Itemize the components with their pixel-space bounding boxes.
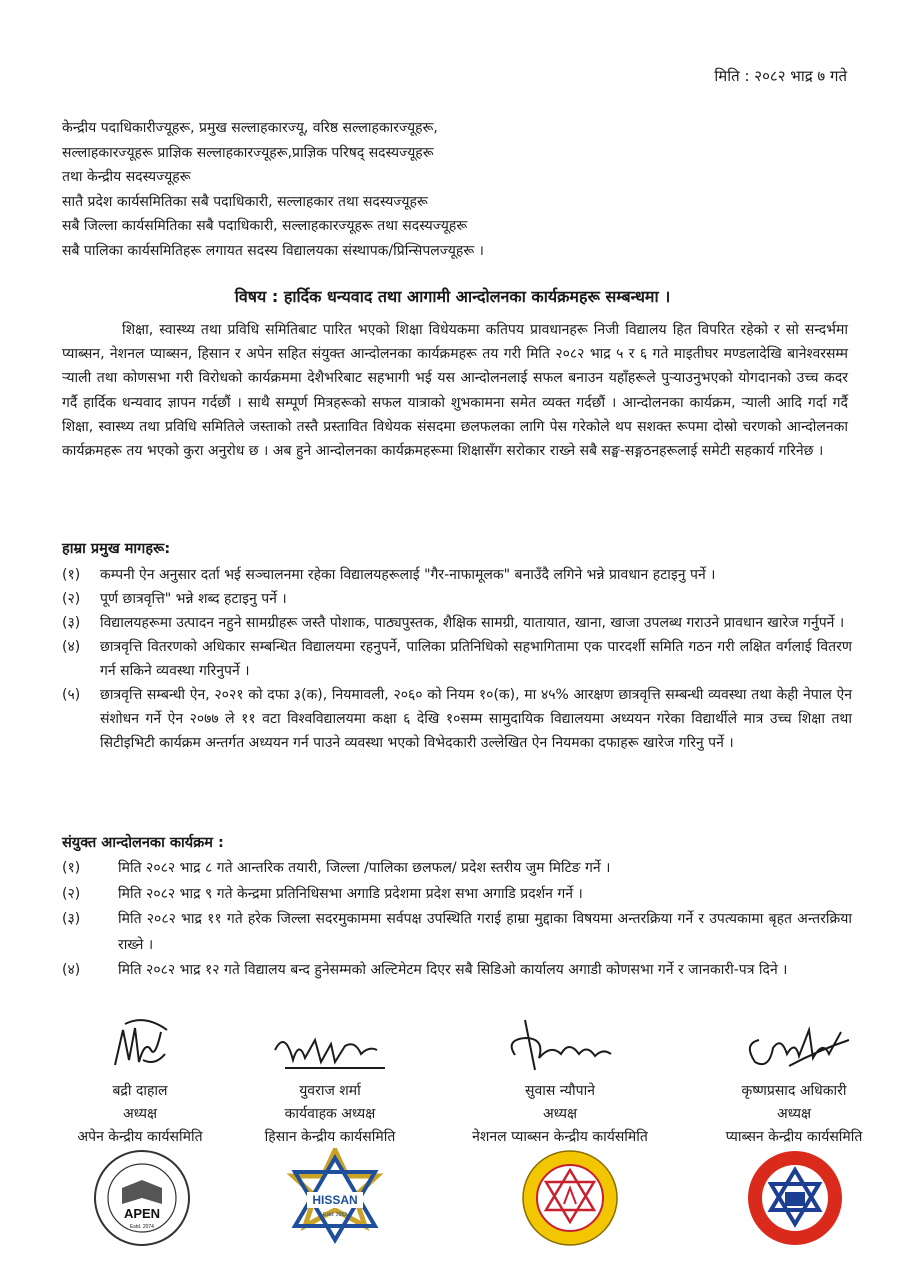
list-item bbox=[62, 683, 852, 755]
item-text: छात्रवृत्ति वितरणको अधिकार सम्बन्धित विद्यालयमा रहनुपर्ने, पालिका प्रतिनिधिको सहभागितामा एक पारदर्शी समिति गठन गरी लक्षित वर्गलाई वितरण गर्न सकिने व्यवस्था गरिनुपर्ने । bbox=[100, 639, 852, 679]
signatory-apen bbox=[40, 1010, 240, 1149]
signature-image bbox=[265, 1010, 395, 1080]
signatory-name: बद्री दाहाल bbox=[112, 1083, 168, 1099]
addressee-line: तथा केन्द्रीय सदस्यज्यूहरू bbox=[62, 169, 191, 185]
item-text: कम्पनी ऐन अनुसार दर्ता भई सञ्चालनमा रहेका विद्यालयहरूलाई "गैर-नाफामूलक" बनाउँदै लगिने भन्ने प्रावधान हटाइनु पर्ने । bbox=[100, 567, 716, 583]
list-item bbox=[62, 563, 852, 587]
addressee-line: सबै जिल्ला कार्यसमितिका सबै पदाधिकारी, सल्लाहकारज्यूहरू तथा सदस्यज्यूहरू bbox=[62, 218, 468, 234]
signatory-title: अध्यक्ष bbox=[776, 1106, 812, 1122]
item-text: मिति २०८२ भाद्र १२ गते विद्यालय बन्द हुनेसम्मको अल्टिमेटम दिएर सबै सिडिओ कार्यालय अगाडी कोणसभा गर्ने र जानकारी-पत्र दिने । bbox=[118, 962, 788, 978]
list-item bbox=[62, 882, 852, 908]
logo-est: Estd. 2053 bbox=[323, 1212, 347, 1218]
signatory-title: कार्यवाहक अध्यक्ष bbox=[284, 1106, 376, 1122]
addressee-line: केन्द्रीय पदाधिकारीज्यूहरू, प्रमुख सल्लाहकारज्यू, वरिष्ठ सल्लाहकारज्यूहरू, bbox=[62, 120, 438, 136]
signatory-pabson bbox=[694, 1010, 894, 1149]
signature-image bbox=[495, 1010, 625, 1080]
item-number: (५) bbox=[62, 687, 81, 703]
signatory-hissan bbox=[230, 1010, 430, 1149]
item-text: छात्रवृत्ति सम्बन्धी ऐन, २०२१ को दफा ३(क), नियमावली, २०६० को नियम १०(क), मा ४५% आरक्षण छात्रवृत्ति सम्बन्धी व्यवस्था तथा केही नेपाल ऐन संशोधन गर्ने ऐन २०७७ ले ११ वटा विश्वविद्यालयमा कक्षा ६ देखि १०सम्म सामुदायिक विद्यालयमा अध्ययन गरेका विद्यार्थीले मात्र उच्च शिक्षा तथा सिटीइभिटी कार्यक्रम अन्तर्गत अध्ययन गर्न पाउने व्यवस्था भएको विभेदकारी उल्लेखित ऐन नियमका दफाहरू खारेज गरिनु पर्ने । bbox=[100, 687, 852, 751]
item-text: मिति २०८२ भाद्र ८ गते आन्तरिक तयारी, जिल्ला /पालिका छलफल/ प्रदेश स्तरीय जुम मिटिङ गर्ने । bbox=[118, 860, 611, 876]
signatory-org: हिसान केन्द्रीय कार्यसमिति bbox=[264, 1129, 396, 1145]
item-number: (४) bbox=[62, 962, 81, 978]
list-item bbox=[62, 611, 852, 635]
signatory-national-pabson bbox=[460, 1010, 660, 1149]
item-number: (२) bbox=[62, 885, 81, 902]
signature-image bbox=[95, 1010, 185, 1080]
signatory-name: युवराज शर्मा bbox=[299, 1083, 361, 1099]
logo-label: APEN bbox=[123, 1206, 161, 1221]
letter-subject: विषय : हार्दिक धन्यवाद तथा आगामी आन्दोलनका कार्यक्रमहरू सम्बन्धमा । bbox=[234, 287, 671, 306]
item-number: (१) bbox=[62, 567, 81, 583]
list-item bbox=[62, 958, 852, 984]
signatory-name: कृष्णप्रसाद अधिकारी bbox=[741, 1083, 847, 1099]
signatory-org: नेशनल प्याब्सन केन्द्रीय कार्यसमिति bbox=[472, 1129, 648, 1145]
item-number: (३) bbox=[62, 615, 81, 631]
demands-heading: हाम्रा प्रमुख मागहरू: bbox=[62, 541, 171, 557]
item-number: (३) bbox=[62, 911, 81, 927]
pabson-logo bbox=[745, 1148, 845, 1248]
logo-est: Estd. 2074 bbox=[130, 1224, 154, 1230]
national-pabson-logo bbox=[520, 1148, 620, 1248]
item-text: पूर्ण छात्रवृत्ति" भन्ने शब्द हटाइनु पर्ने । bbox=[100, 591, 287, 607]
programs-list bbox=[62, 856, 852, 984]
signatory-title: अध्यक्ष bbox=[542, 1106, 578, 1122]
addressee-line: सातै प्रदेश कार्यसमितिका सबै पदाधिकारी, सल्लाहकार तथा सदस्यज्यूहरू bbox=[62, 193, 428, 210]
programs-heading: संयुक्त आन्दोलनका कार्यक्रम : bbox=[62, 835, 224, 851]
apen-logo bbox=[92, 1148, 192, 1248]
addressee-list bbox=[62, 116, 852, 263]
signatory-org: अपेन केन्द्रीय कार्यसमिति bbox=[77, 1129, 203, 1145]
signatory-name: सुवास न्यौपाने bbox=[524, 1083, 595, 1099]
letter-date: मिति : २०८२ भाद्र ७ गते bbox=[714, 67, 847, 85]
signatory-org: प्याब्सन केन्द्रीय कार्यसमिति bbox=[725, 1129, 863, 1145]
demands-list bbox=[62, 563, 852, 755]
item-text: मिति २०८२ भाद्र ११ गते हरेक जिल्ला सदरमुकाममा सर्वपक्ष उपस्थिति गराई हाम्रा मुद्दाका विषयमा अन्तरक्रिया गर्ने र उपत्यकामा बृहत अन्तरक्रिया राख्ने । bbox=[118, 911, 852, 953]
signature-image bbox=[729, 1010, 859, 1080]
list-item bbox=[62, 635, 852, 683]
item-number: (१) bbox=[62, 860, 81, 876]
signatory-title: अध्यक्ष bbox=[122, 1106, 158, 1122]
logo-label: HISSAN bbox=[312, 1193, 358, 1207]
addressee-line: सबै पालिका कार्यसमितिहरू लगायत सदस्य विद्यालयका संस्थापक/प्रिन्सिपलज्यूहरू । bbox=[62, 242, 484, 259]
hissan-logo bbox=[285, 1148, 385, 1248]
addressee-line: सल्लाहकारज्यूहरू प्राज्ञिक सल्लाहकारज्यूहरू,प्राज्ञिक परिषद् सदस्यज्यूहरू bbox=[62, 144, 434, 161]
item-number: (२) bbox=[62, 591, 81, 607]
list-item bbox=[62, 587, 852, 611]
item-number: (४) bbox=[62, 639, 81, 655]
item-text: विद्यालयहरूमा उत्पादन नहुने सामग्रीहरू जस्तै पोशाक, पाठ्यपुस्तक, शैक्षिक सामग्री, यातायात, खाना, खाजा उपलब्ध गराउने प्रावधान खारेज गर्नुपर्ने । bbox=[100, 615, 845, 631]
list-item bbox=[62, 907, 852, 958]
list-item bbox=[62, 856, 852, 882]
item-text: मिति २०८२ भाद्र ९ गते केन्द्रमा प्रतिनिधिसभा अगाडि प्रदेशमा प्रदेश सभा अगाडि प्रदर्शन गर्ने । bbox=[118, 885, 583, 902]
letter-body: शिक्षा, स्वास्थ्य तथा प्रविधि समितिबाट पारित भएको शिक्षा विधेयकमा कतिपय प्रावधानहरू निजी विद्यालय हित विपरित रहेको र सो सन्दर्भमा प्याब्सन, नेशनल प्याब्सन, हिसान र अपेन सहित संयुक्त आन्दोलनका कार्यक्रमहरू तय गरी मिति २०८२ भाद्र ५ र ६ गते माइतीघर मण्डलादेखि बानेश्वरसम्म र्‍याली तथा कोणसभा गरी विरोधको कार्यक्रममा देशैभरिबाट सहभागी भई यस आन्दोलनलाई सफल बनाउन यहाँहरूले पुऱ्याउनुभएको योगदानको उच्च कदर गर्दै हार्दिक धन्यवाद ज्ञापन गर्दछौं । साथै सम्पूर्ण मित्रहरूको सफल यात्राको शुभकामना समेत व्यक्त गर्दछौं । आन्दोलनका कार्यक्रम, र्‍याली आदि गर्दा गर्दै शिक्षा, स्वास्थ्य तथा प्रविधि समितिले जस्ताको तस्तै प्रस्तावित विधेयक संसदमा छलफलका लागि पेस गरेकोले थप सशक्त रूपमा दोस्रो चरणको आन्दोलनका कार्यक्रमहरू तय भएको कुरा अनुरोध छ । अब हुने आन्दोलनका कार्यक्रमहरूमा शिक्षासँग सरोकार राख्ने सबै सङ्घ-सङ्गठनहरूलाई समेटी सहकार्य गरिनेछ । bbox=[62, 322, 848, 460]
